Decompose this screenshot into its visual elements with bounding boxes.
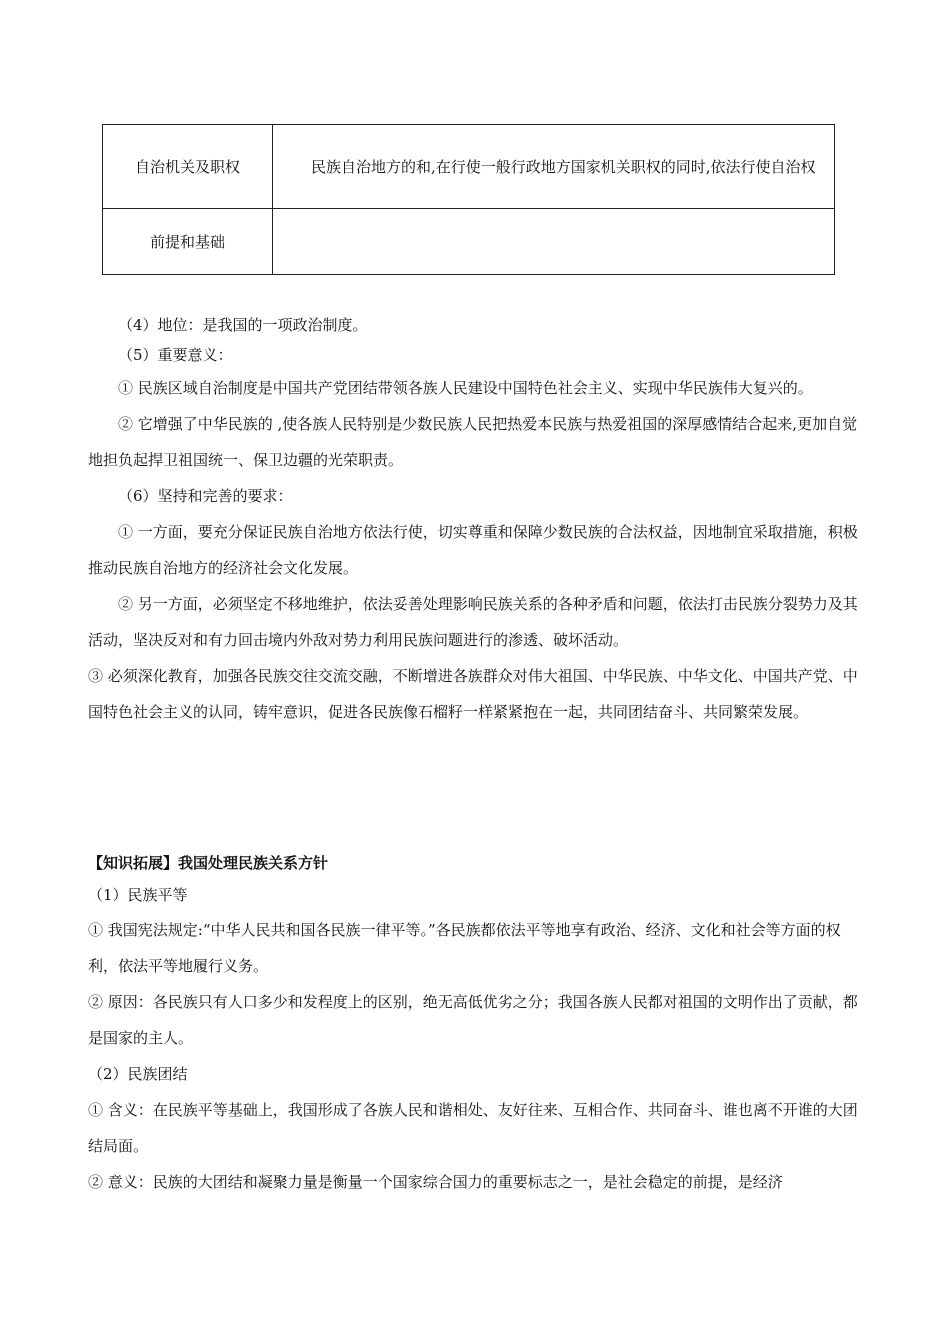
section-heading: 【知识拓展】我国处理民族关系方针 — [88, 854, 329, 872]
requirements-title: （6）坚持和完善的要求： — [118, 487, 293, 505]
unity-item-2: ② 意义：民族的大团结和凝聚力量是衡量一个国家综合国力的重要标志之一，是社会稳定的前提，是经济 — [88, 1173, 783, 1191]
table-label-cell: 前提和基础 — [103, 209, 273, 275]
unity-item-1: ① 含义：在民族平等基础上，我国形成了各族人民和谐相处、友好往来、互相合作、共同奋斗、谁也离不开谁的大团结局面。 — [88, 1101, 858, 1155]
equality-item-2: ② 原因：各民族只有人口多少和发程度上的区别，绝无高低优劣之分；我国各族人民都对祖国的文明作出了贡献，都是国家的主人。 — [88, 993, 858, 1047]
equality-item-1: ① 我国宪法规定:“中华人民共和国各民族一律平等。”各民族都依法平等地享有政治、经济、文化和社会等方面的权利，依法平等地履行义务。 — [88, 921, 841, 975]
significance-title: （5）重要意义： — [118, 346, 233, 364]
table-content-text: 民族自治地方的和,在行使一般行政地方国家机关职权的同时,依法行使自治权 — [311, 157, 816, 176]
status-paragraph: （4）地位：是我国的一项政治制度。 — [118, 316, 368, 334]
section-knowledge-extension — [88, 848, 863, 1200]
requirement-item-2: ② 另一方面，必须坚定不移地维护，依法妥善处理影响民族关系的各种矛盾和问题，依法打击民族分裂势力及其活动，坚决反对和有力回击境内外敌对势力利用民族问题进行的渗透、破坏活动。 — [88, 595, 858, 649]
autonomy-table — [102, 124, 835, 275]
table-content-cell — [273, 125, 835, 209]
requirement-item-1: ① 一方面，要充分保证民族自治地方依法行使，切实尊重和保障少数民族的合法权益，因地制宜采取措施，积极推动民族自治地方的经济社会文化发展。 — [88, 523, 858, 577]
section-autonomy-details — [88, 310, 863, 730]
table-row — [103, 209, 835, 275]
significance-item-2: ② 它增强了中华民族的 ,使各族人民特别是少数民族人民把热爱本民族与热爱祖国的深厚感情结合起来,更加自觉地担负起捍卫祖国统一、保卫边疆的光荣职责。 — [88, 415, 858, 469]
requirement-item-3: ③ 必须深化教育，加强各民族交往交流交融，不断增进各族群众对伟大祖国、中华民族、中华文化、中国共产党、中国特色社会主义的认同，铸牢意识，促进各民族像石榴籽一样紧紧抱在一起，共同团结奋斗、共同繁荣发展。 — [88, 667, 858, 721]
unity-title: （2）民族团结 — [88, 1065, 188, 1083]
significance-item-1: ① 民族区域自治制度是中国共产党团结带领各族人民建设中国特色社会主义、实现中华民族伟大复兴的。 — [118, 379, 813, 397]
table-label-cell: 自治机关及职权 — [103, 125, 273, 209]
equality-title: （1）民族平等 — [88, 886, 188, 904]
table-row — [103, 125, 835, 209]
table-content-cell — [273, 209, 835, 275]
